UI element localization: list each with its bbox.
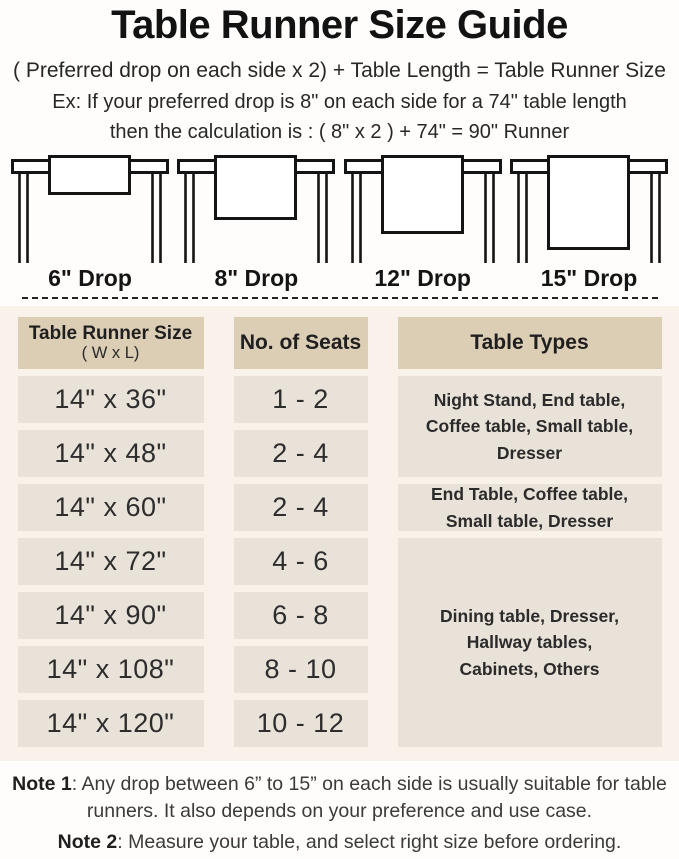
seats-value: 2 - 4 <box>234 484 368 531</box>
note-1-text: : Any drop between 6” to 15” on each side is usually suitable for table runners. It also depends on your preference and use case. <box>71 773 667 823</box>
table-runner-8in-drawing <box>173 153 339 263</box>
size-value: 14" x 60" <box>18 484 204 531</box>
header-runner-size-subtitle: ( W x L) <box>81 344 140 363</box>
seats-value: 4 - 6 <box>234 538 368 585</box>
note-1-label: Note 1 <box>12 773 72 795</box>
table-types-group-medium <box>398 484 662 531</box>
table-types-text: Dining table, Dresser, Hallway tables, Cabinets, Others <box>440 606 619 679</box>
note-2-label: Note 2 <box>57 830 118 853</box>
drop-label: 6" Drop <box>48 265 132 291</box>
size-value: 14" x 72" <box>18 538 204 585</box>
dashed-divider <box>22 297 658 299</box>
header-seats: No. of Seats <box>234 317 368 369</box>
drop-illustrations <box>0 153 679 292</box>
table-types-text: Night Stand, End table, Coffee table, Small table, Dresser <box>425 390 634 463</box>
size-value: 14" x 36" <box>18 376 204 423</box>
table-runner-12in-drawing <box>340 153 506 263</box>
drop-illustration-15in <box>506 153 672 292</box>
size-value: 14" x 48" <box>18 430 204 477</box>
table-runner-15in-drawing <box>506 153 672 263</box>
table-runner-6in-drawing <box>7 153 173 263</box>
note-2 <box>10 829 670 856</box>
seats-value: 10 - 12 <box>234 700 368 747</box>
note-1 <box>10 771 670 826</box>
header-runner-size-title: Table Runner Size <box>28 322 193 344</box>
drop-illustration-6in <box>7 153 173 292</box>
seats-value: 8 - 10 <box>234 646 368 693</box>
seats-value: 1 - 2 <box>234 376 368 423</box>
drop-label: 15" Drop <box>540 265 638 291</box>
table-types-text: End Table, Coffee table, Small table, Dresser <box>430 484 629 531</box>
example-line-1: Ex: If your preferred drop is 8" on each side for a 74" table length <box>52 91 627 113</box>
drop-label: 8" Drop <box>214 265 299 291</box>
seats-value: 2 - 4 <box>234 430 368 477</box>
formula-line: ( Preferred drop on each side x 2) + Table Length = Table Runner Size <box>13 59 666 82</box>
page-title: Table Runner Size Guide <box>111 3 568 47</box>
drop-label: 12" Drop <box>374 265 471 291</box>
table-types-group-large <box>398 538 662 747</box>
size-table <box>0 317 679 747</box>
size-value: 14" x 108" <box>18 646 204 693</box>
header-runner-size <box>18 317 204 369</box>
example-line-2: then the calculation is : ( 8" x 2 ) + 74" = 90" Runner <box>109 121 570 143</box>
table-types-group-small <box>398 376 662 477</box>
note-2-text: : Measure your table, and select right size before ordering. <box>117 830 622 853</box>
header-table-types: Table Types <box>398 317 662 369</box>
size-value: 14" x 90" <box>18 592 204 639</box>
seats-value: 6 - 8 <box>234 592 368 639</box>
size-table-panel <box>0 306 679 761</box>
drop-illustration-12in <box>340 153 506 292</box>
drop-illustration-8in <box>173 153 339 292</box>
size-value: 14" x 120" <box>18 700 204 747</box>
notes-section <box>0 761 679 859</box>
